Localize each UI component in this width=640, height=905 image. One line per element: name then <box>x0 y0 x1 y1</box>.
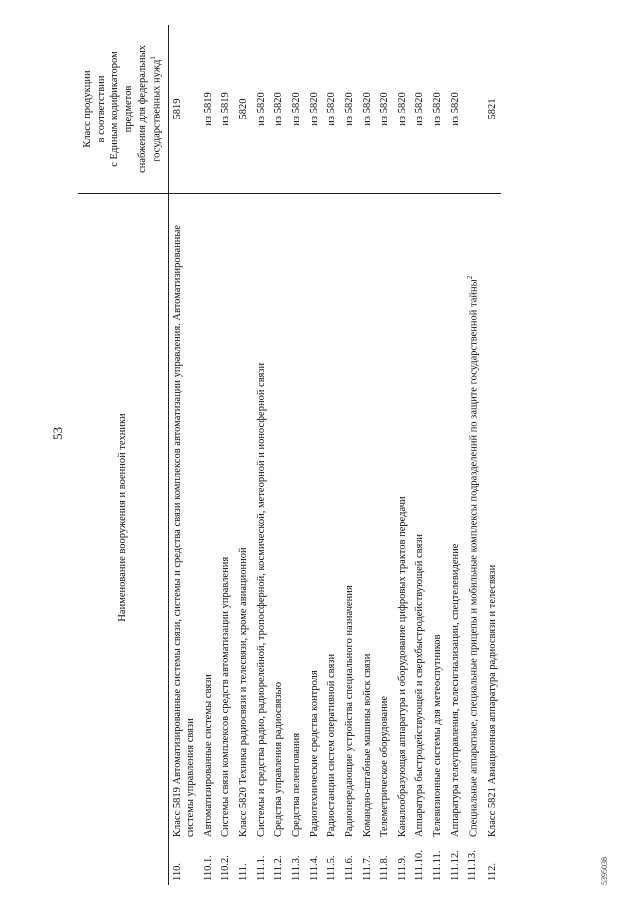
rotated-table-sheet <box>78 25 578 885</box>
table-row <box>253 25 271 885</box>
row-class-code: из 5820 <box>379 92 391 126</box>
table-row <box>376 25 394 885</box>
row-class-code: 5820 <box>238 98 250 120</box>
row-class-code: из 5820 <box>361 92 373 126</box>
row-name: Специальные аппаратные, специальные прицепы и мобильные комплексы подразделений по защите государственной тайны <box>468 279 480 837</box>
row-number: 111.2. <box>273 855 285 881</box>
row-class-code: из 5820 <box>414 92 426 126</box>
header-class <box>78 25 168 194</box>
row-class-code: из 5820 <box>273 92 285 126</box>
row-name-cell <box>168 194 200 842</box>
table-row <box>464 25 483 885</box>
table-row <box>235 25 253 885</box>
row-class-code: из 5820 <box>255 92 267 126</box>
header-class-line1: Класс продукции <box>82 70 94 148</box>
row-class-code: из 5820 <box>449 92 461 126</box>
header-number <box>78 841 168 885</box>
row-class-code: из 5820 <box>308 92 320 126</box>
row-number: 111.8. <box>379 855 391 881</box>
row-name: Аппаратура телеуправления, телесигнализации, спецтелевидение <box>449 543 461 837</box>
table-row <box>323 25 341 885</box>
header-class-line5-text: государственных нужд <box>151 59 163 162</box>
row-name: Радиопередающие устройства специального назначения <box>343 585 355 837</box>
table-header-row <box>78 25 168 885</box>
table-row <box>288 25 306 885</box>
row-class-code: из 5820 <box>396 92 408 126</box>
row-name: Системы связи комплексов средств автоматизации управления <box>220 556 232 837</box>
row-name-cell <box>323 194 341 842</box>
row-name: Системы и средства радио, радиорелейной, тропосферной, космической, метеорной и ионосферной связи <box>255 362 267 837</box>
row-class-code: из 5820 <box>290 92 302 126</box>
header-class-line2: в соответствии <box>95 75 107 143</box>
table-row <box>168 25 200 885</box>
row-number: 111. <box>238 863 250 881</box>
row-number: 111.6. <box>343 855 355 881</box>
header-name: Наименование вооружения и военной техники <box>78 194 168 842</box>
table-row <box>217 25 235 885</box>
table-row <box>429 25 447 885</box>
header-class-line3: с Единым кодификатором предметов <box>109 51 134 167</box>
row-name-cell <box>464 194 483 842</box>
table-row <box>306 25 324 885</box>
row-name: Класс 5821 Авиационная аппаратура радиосвязи и телесвязи <box>486 564 498 837</box>
row-name-cell <box>288 194 306 842</box>
row-name-cell <box>217 194 235 842</box>
row-name: Средства пеленгования <box>290 732 302 837</box>
row-name-cell <box>306 194 324 842</box>
row-name: Командно-штабные машины войск связи <box>361 653 373 837</box>
row-name-cell <box>235 194 253 842</box>
row-name: Автоматизированные системы связи <box>202 674 214 837</box>
row-class-code <box>464 25 483 194</box>
weapons-classification-table <box>78 25 501 885</box>
header-class-line4: снабжения для федеральных <box>136 45 148 173</box>
row-name: Каналообразующая аппаратура и оборудование цифровых трактов передачи <box>396 496 408 837</box>
row-name-cell <box>447 194 465 842</box>
row-name: Средства управления радиосвязью <box>273 681 285 837</box>
table-row <box>200 25 218 885</box>
row-name-cell <box>200 194 218 842</box>
row-class-code: из 5819 <box>202 92 214 126</box>
row-name: Телевизионные системы для метеоспутников <box>432 634 444 837</box>
table-row <box>270 25 288 885</box>
table-row <box>394 25 412 885</box>
row-name-cell <box>270 194 288 842</box>
row-name-cell <box>376 194 394 842</box>
header-class-line5 <box>149 29 164 189</box>
row-name-cell <box>429 194 447 842</box>
table-row <box>359 25 377 885</box>
row-name-cell <box>411 194 429 842</box>
row-class-code: 5821 <box>486 98 498 120</box>
page-number: 53 <box>50 427 65 440</box>
row-footnote-mark: 2 <box>466 275 475 280</box>
row-name: Аппаратура быстродействующей и сверхбыстродействующей связи <box>414 533 426 837</box>
row-name: Радиостанции систем оперативной связи <box>326 653 338 837</box>
row-number: 111.3. <box>290 855 302 881</box>
row-name: Телеметрическое оборудование <box>379 695 391 837</box>
row-number: 110.2. <box>220 855 232 881</box>
row-number: 110. <box>171 863 183 881</box>
row-number: 111.7. <box>361 855 373 881</box>
row-class-code: из 5820 <box>343 92 355 126</box>
row-name-cell <box>341 194 359 842</box>
row-name: Класс 5819 Автоматизированные системы связи, системы и средства связи комплексов автоматизации управления. Автоматизированные системы управления связи <box>171 224 197 837</box>
table-row <box>341 25 359 885</box>
row-name: Радиотехнические средства контроля <box>308 670 320 837</box>
row-name: Класс 5820 Техника радиосвязи и телесвязи, кроме авиационной <box>238 547 250 837</box>
row-name-cell <box>359 194 377 842</box>
row-number: 110.1. <box>202 855 214 881</box>
row-number: 111.13. <box>467 850 479 881</box>
row-number: 111.5. <box>326 855 338 881</box>
row-class-code: из 5819 <box>220 92 232 126</box>
row-name-cell <box>394 194 412 842</box>
table-row <box>484 25 502 885</box>
document-code: 5395038 <box>600 857 609 885</box>
row-name-cell <box>253 194 271 842</box>
row-name-cell <box>484 194 502 842</box>
row-number: 111.1. <box>255 855 267 881</box>
table-row <box>447 25 465 885</box>
header-footnote-mark: 1 <box>149 56 158 60</box>
table-row <box>411 25 429 885</box>
row-class-code: 5819 <box>171 98 183 120</box>
row-number: 112. <box>486 863 498 881</box>
row-class-code: из 5820 <box>326 92 338 126</box>
row-number: 111.12. <box>449 850 461 881</box>
row-number: 111.4. <box>308 855 320 881</box>
row-number: 111.9. <box>396 855 408 881</box>
row-number: 111.11. <box>432 850 444 881</box>
row-class-code: из 5820 <box>432 92 444 126</box>
row-number: 111.10. <box>414 850 426 881</box>
